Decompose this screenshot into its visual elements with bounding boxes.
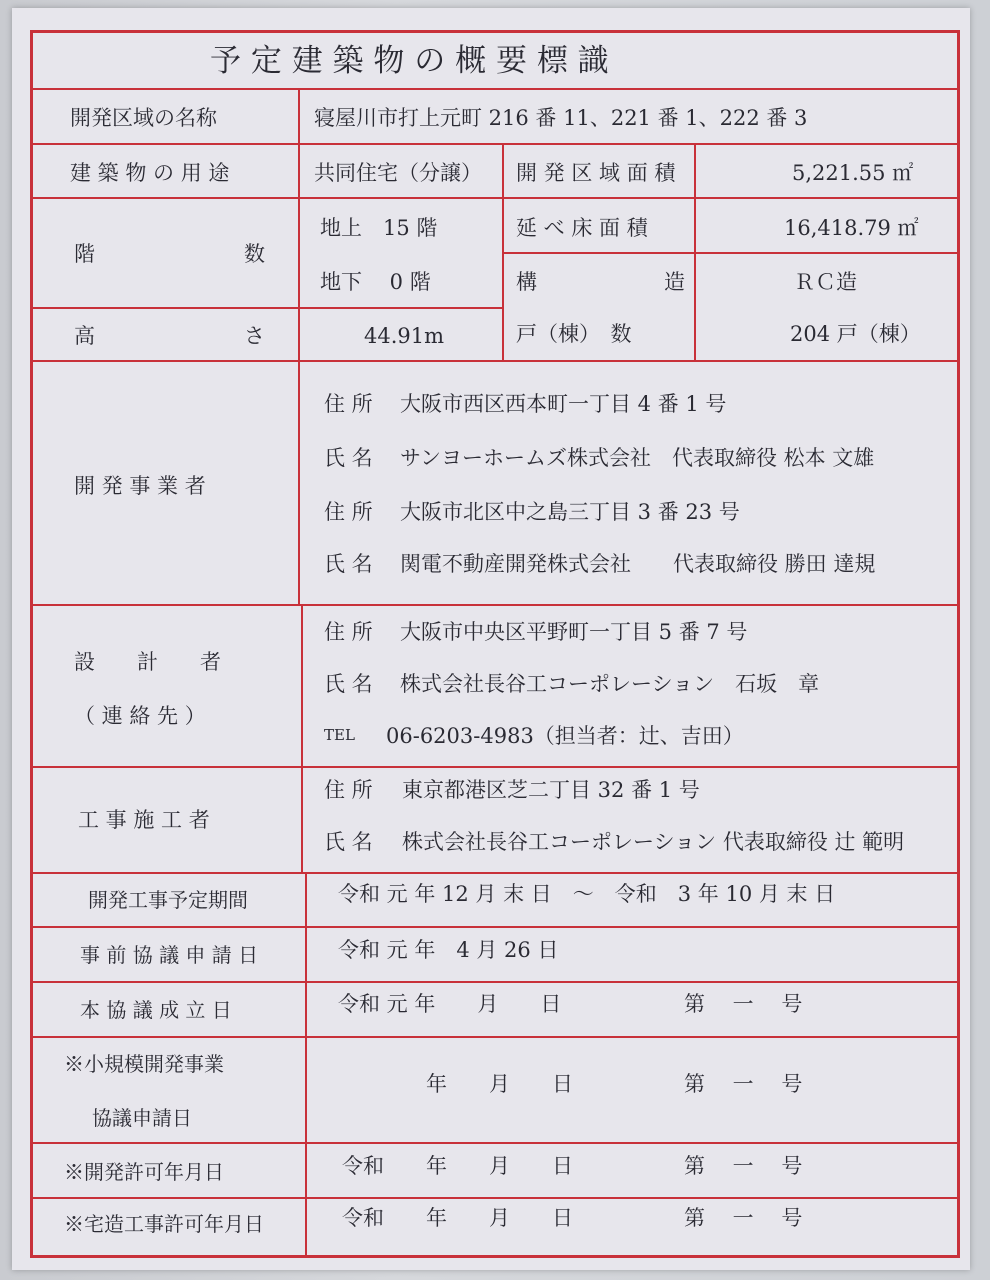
designer-label: 設 計 者 bbox=[74, 650, 221, 674]
structure-value: ＲＣ造 bbox=[794, 270, 857, 294]
small-scale-sub-label: 協議申請日 bbox=[92, 1106, 192, 1130]
pre-consult-value: 令和 元 年 4 月 26 日 bbox=[338, 938, 559, 962]
use-label: 建 築 物 の 用 途 bbox=[70, 161, 230, 185]
consult-done-label: 本 協 議 成 立 日 bbox=[80, 998, 232, 1022]
developer-line-4-value: 関電不動産開発株式会社 代表取締役 勝田 達規 bbox=[400, 552, 876, 576]
notice-sign bbox=[12, 8, 970, 1270]
designer-line-3-value: 06-6203-4983（担当者：辻、吉田） bbox=[386, 724, 744, 748]
dev-permit-value: 令和 年 月 日 bbox=[342, 1154, 573, 1178]
contractor-label: 工 事 施 工 者 bbox=[78, 808, 210, 832]
developer-line-3-key: 住 所 bbox=[324, 500, 373, 524]
small-scale-label: ※小規模開発事業 bbox=[64, 1052, 224, 1076]
small-scale-value: 年 月 日 bbox=[426, 1072, 573, 1096]
small-scale-number: 第 一 号 bbox=[684, 1072, 803, 1096]
developer-line-2-key: 氏 名 bbox=[324, 446, 373, 470]
developer-label: 開 発 事 業 者 bbox=[74, 474, 206, 498]
floors-above: 地上 15 階 bbox=[320, 216, 438, 240]
height-value: 44.91m bbox=[364, 324, 445, 348]
designer-line-2-key: 氏 名 bbox=[324, 672, 373, 696]
developer-line-3-value: 大阪市北区中之島三丁目 3 番 23 号 bbox=[400, 500, 740, 524]
floor-area-value: 16,418.79 ㎡ bbox=[784, 216, 919, 240]
units-label: 戸（棟） 数 bbox=[516, 322, 632, 346]
structure-label-b: 造 bbox=[664, 270, 685, 294]
designer-line-1-value: 大阪市中央区平野町一丁目 5 番 7 号 bbox=[400, 620, 748, 644]
floors-label-a: 階 bbox=[74, 242, 95, 266]
grading-permit-value: 令和 年 月 日 bbox=[342, 1206, 573, 1230]
designer-line-2-value: 株式会社長谷工コーポレーション 石坂 章 bbox=[400, 672, 820, 696]
developer-line-1-key: 住 所 bbox=[324, 392, 373, 416]
dev-permit-number: 第 一 号 bbox=[684, 1154, 803, 1178]
area-name-label: 開発区域の名称 bbox=[70, 106, 217, 130]
structure-label-a: 構 bbox=[516, 270, 537, 294]
consult-done-number: 第 一 号 bbox=[684, 992, 803, 1016]
developer-line-2-value: サンヨーホームズ株式会社 代表取締役 松本 文雄 bbox=[400, 446, 875, 470]
developer-line-1-value: 大阪市西区西本町一丁目 4 番 1 号 bbox=[400, 392, 727, 416]
floors-below: 地下 0 階 bbox=[320, 270, 431, 294]
consult-done-value: 令和 元 年 月 日 bbox=[338, 992, 562, 1016]
period-label: 開発工事予定期間 bbox=[88, 888, 248, 912]
pre-consult-label: 事 前 協 議 申 請 日 bbox=[80, 943, 259, 967]
height-label-b: さ bbox=[244, 324, 265, 348]
page-title: 予 定 建 築 物 の 概 要 標 識 bbox=[210, 43, 609, 79]
contractor-line-1-value: 東京都港区芝二丁目 32 番 1 号 bbox=[402, 778, 700, 802]
grading-permit-label: ※宅造工事許可年月日 bbox=[64, 1212, 264, 1236]
grading-permit-number: 第 一 号 bbox=[684, 1206, 803, 1230]
contractor-line-1-key: 住 所 bbox=[324, 778, 373, 802]
height-label-a: 高 bbox=[74, 324, 95, 348]
period-value: 令和 元 年 12 月 末 日 ～ 令和 3 年 10 月 末 日 bbox=[338, 882, 836, 906]
floors-label-b: 数 bbox=[244, 242, 265, 266]
developer-line-4-key: 氏 名 bbox=[324, 552, 373, 576]
dev-area-value: 5,221.55 ㎡ bbox=[792, 161, 914, 185]
contractor-line-2-key: 氏 名 bbox=[324, 830, 373, 854]
contractor-line-2-value: 株式会社長谷工コーポレーション 代表取締役 辻 範明 bbox=[402, 830, 905, 854]
designer-contact-label: （ 連 絡 先 ） bbox=[74, 704, 206, 728]
designer-line-3-key: TEL bbox=[324, 726, 355, 744]
floor-area-label: 延 べ 床 面 積 bbox=[516, 216, 648, 240]
use-value: 共同住宅（分譲） bbox=[314, 161, 482, 185]
designer-line-1-key: 住 所 bbox=[324, 620, 373, 644]
dev-area-label: 開 発 区 域 面 積 bbox=[516, 161, 676, 185]
units-value: 204 戸（棟） bbox=[790, 322, 921, 346]
area-name-value: 寝屋川市打上元町 216 番 11、221 番 1、222 番 3 bbox=[314, 106, 808, 130]
dev-permit-label: ※開発許可年月日 bbox=[64, 1160, 224, 1184]
